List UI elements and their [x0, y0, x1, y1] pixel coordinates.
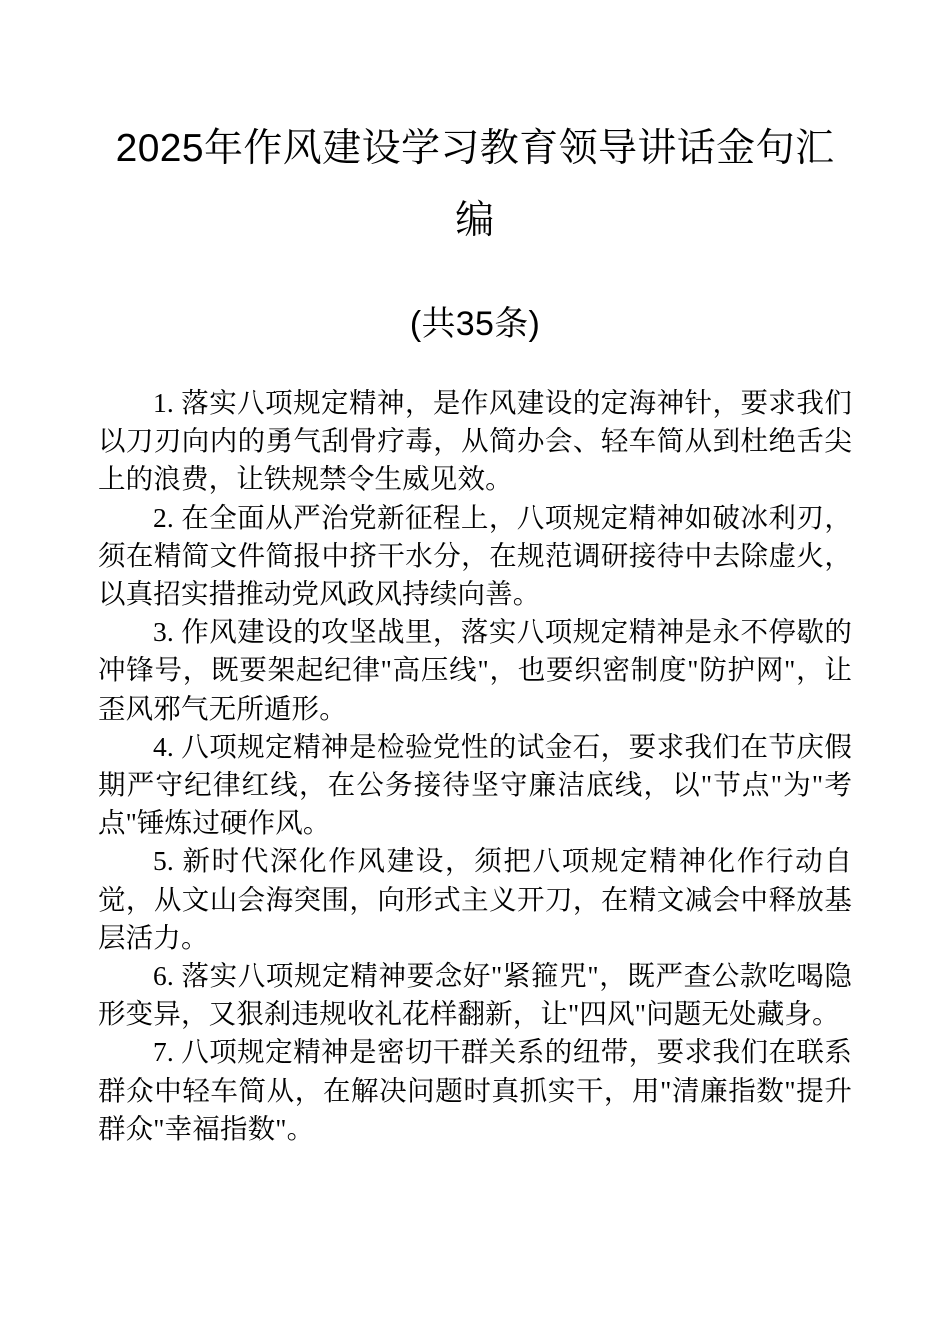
document-content — [98, 0, 852, 1148]
list-item: 1. 落实八项规定精神，是作风建设的定海神针，要求我们以刀刃向内的勇气刮骨疗毒，从简办会、轻车简从到杜绝舌尖上的浪费，让铁规禁令生威见效。 — [98, 387, 852, 495]
list-item: 7. 八项规定精神是密切干群关系的纽带，要求我们在联系群众中轻车简从，在解决问题时真抓实干，用"清廉指数"提升群众"幸福指数"。 — [98, 1036, 852, 1144]
item-list — [98, 347, 852, 1148]
page-subtitle: (共35条) — [409, 305, 541, 343]
list-item: 6. 落实八项规定精神要念好"紧箍咒"，既严查公款吃喝隐形变异，又狠刹违规收礼花样翻新，让"四风"问题无处藏身。 — [98, 960, 852, 1030]
list-item: 5. 新时代深化作风建设，须把八项规定精神化作行动自觉，从文山会海突围，向形式主义开刀，在精文减会中释放基层活力。 — [98, 845, 852, 953]
list-item: 4. 八项规定精神是检验党性的试金石，要求我们在节庆假期严守纪律红线，在公务接待坚守廉洁底线，以"节点"为"考点"锤炼过硬作风。 — [98, 730, 852, 839]
page-title: 2025年作风建设学习教育领导讲话金句汇编 — [115, 127, 835, 242]
list-item: 3. 作风建设的攻坚战里，落实八项规定精神是永不停歇的冲锋号，既要架起纪律"高压线"，也要织密制度"防护网"，让歪风邪气无所遁形。 — [98, 616, 852, 724]
list-item: 2. 在全面从严治党新征程上，八项规定精神如破冰利刃，须在精简文件简报中挤干水分，在规范调研接待中去除虚火，以真招实措推动党风政风持续向善。 — [98, 501, 852, 610]
